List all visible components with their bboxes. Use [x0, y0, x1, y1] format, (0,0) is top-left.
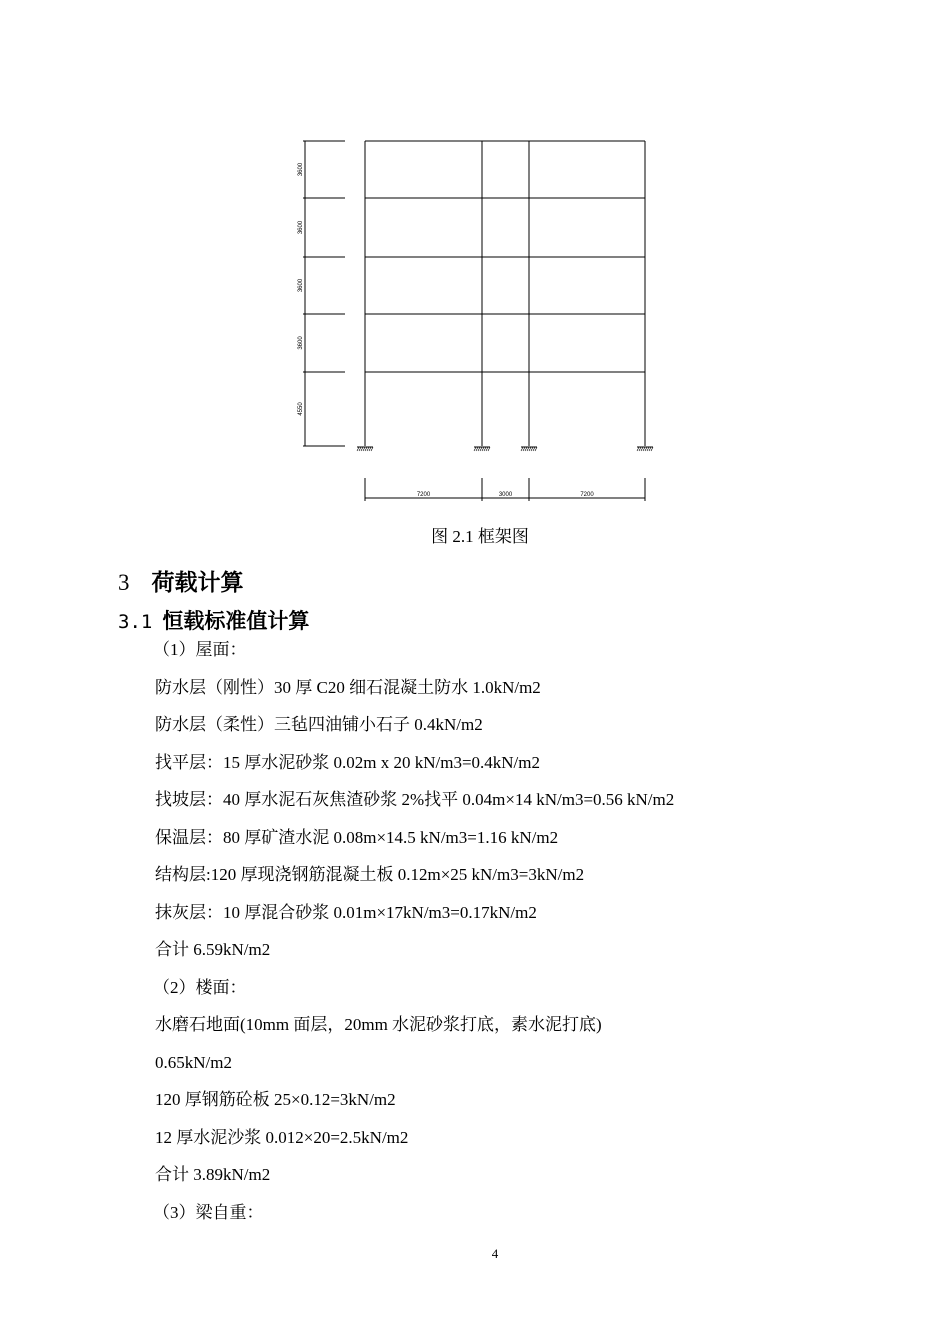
text-line: 合计 3.89kN/m2: [155, 1165, 271, 1184]
support-hatch: [645, 447, 647, 451]
support-hatch: [361, 447, 363, 451]
text-line: 找平层：15 厚水泥砂浆 0.02m x 20 kN/m3=0.4kN/m2: [155, 752, 541, 772]
support-hatch: [637, 447, 639, 451]
support-hatch: [525, 447, 527, 451]
support-hatch: [484, 447, 486, 451]
frame-diagram: [0, 0, 950, 520]
story-height-label: 4550: [298, 402, 304, 416]
figure-caption: 图 2.1 框架图: [431, 527, 529, 546]
support-hatch: [363, 447, 365, 451]
bay-width-label: 7200: [580, 492, 594, 498]
support-hatch: [535, 447, 537, 451]
support-hatch: [371, 447, 373, 451]
bay-width-label: 7200: [416, 492, 431, 498]
support-hatch: [357, 447, 359, 451]
text-line: 水磨石地面(10mm 面层，20mm 水泥砂浆打底，素水泥打底): [155, 1015, 602, 1034]
support-hatch: [488, 447, 490, 451]
text-line: （1）屋面：: [153, 640, 247, 659]
support-hatch: [527, 447, 529, 451]
story-height-label: 3600: [298, 336, 304, 350]
page-number: 4: [491, 1246, 499, 1261]
support-hatch: [521, 447, 523, 451]
text-line: 120 厚钢筋砼板 25×0.12=3kN/m2: [155, 1090, 396, 1109]
text-line: 找坡层：40 厚水泥石灰焦渣砂浆 2%找平 0.04m×14 kN/m3=0.56 kN/m2: [155, 790, 675, 809]
support-hatch: [643, 447, 645, 451]
support-hatch: [482, 447, 484, 451]
support-hatch: [476, 447, 478, 451]
text-line: 0.65kN/m2: [155, 1052, 232, 1072]
support-hatch: [359, 447, 361, 451]
text-line: 合计 6.59kN/m2: [155, 940, 271, 959]
text-line: 防水层（柔性）三毡四油铺小石子 0.4kN/m2: [155, 715, 483, 734]
support-hatch: [531, 447, 533, 451]
support-hatch: [647, 447, 649, 451]
support-hatch: [649, 447, 651, 451]
support-hatch: [641, 447, 643, 451]
support-hatch: [480, 447, 482, 451]
story-height-label: 3600: [298, 162, 304, 177]
subsection-heading: 3.1 恒载标准值计算: [118, 609, 310, 633]
bay-width-label: 3000: [498, 492, 513, 498]
text-line: 结构层:120 厚现浇钢筋混凝土板 0.12m×25 kN/m3=3kN/m2: [155, 865, 585, 884]
support-hatch: [523, 447, 525, 451]
support-hatch: [651, 447, 653, 451]
text-line: （3）梁自重：: [153, 1202, 264, 1222]
support-hatch: [474, 447, 476, 451]
story-height-label: 3600: [298, 278, 304, 293]
support-hatch: [529, 447, 531, 451]
support-hatch: [365, 447, 367, 451]
text-line: 12 厚水泥沙浆 0.012×20=2.5kN/m2: [155, 1127, 409, 1147]
support-hatch: [369, 447, 371, 451]
support-hatch: [639, 447, 641, 451]
text-line: 抹灰层：10 厚混合砂浆 0.01m×17kN/m3=0.17kN/m2: [155, 902, 537, 922]
support-hatch: [486, 447, 488, 451]
support-hatch: [478, 447, 480, 451]
body-text: [155, 638, 674, 1238]
story-height-label: 3600: [298, 220, 304, 235]
support-hatch: [533, 447, 535, 451]
text-line: 防水层（刚性）30 厚 C20 细石混凝土防水 1.0kN/m2: [155, 677, 541, 697]
text-line: （2）楼面：: [153, 977, 247, 997]
text-line: 保温层：80 厚矿渣水泥 0.08m×14.5 kN/m3=1.16 kN/m2: [155, 827, 559, 847]
section-heading: 3 荷载计算: [118, 570, 244, 596]
support-hatch: [367, 447, 369, 451]
